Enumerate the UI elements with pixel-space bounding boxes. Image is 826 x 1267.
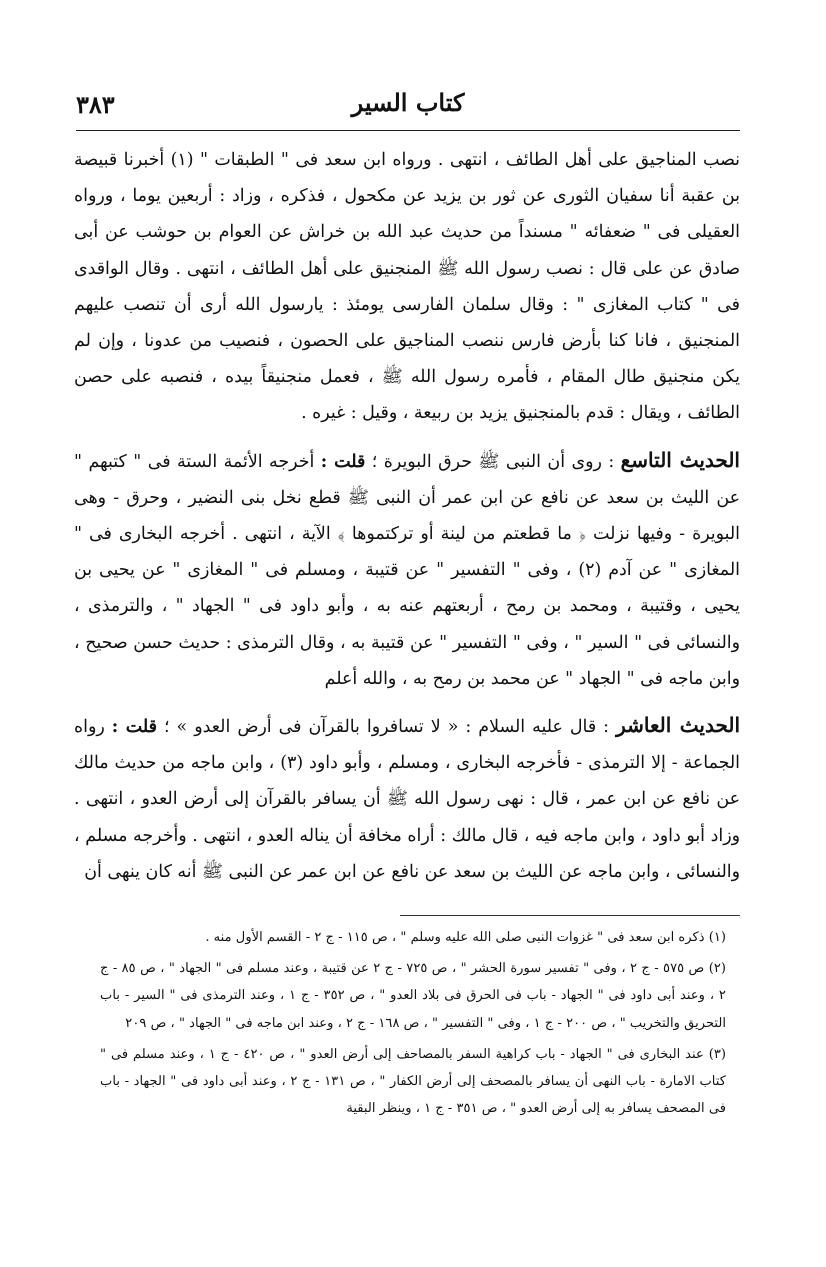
page-number: ٣٨٣ xyxy=(76,90,115,119)
footnote-3: (٣) عند البخارى فى " الجهاد - باب كراهية السفر بالمصاحف إلى أرض العدو " ، ص ٤٢٠ - ج ١ ، وعند مسلم فى " كتاب الامارة - باب النهى أن يسافر بالمصحف إلى أرض الكفار " ، ص ١٣١ - ج ٢ ، وعند أبى داود فى " الجهاد - باب فى المصحف يسافر به إلى أرض العدو " ، ص ٣٥١ - ج ١ ، وينظر البقية xyxy=(100,1046,726,1117)
footnote-1: (١) ذكره ابن سعد فى " غزوات النبى صلى الله عليه وسلم " ، ص ١١٥ - ج ٢ - القسم الأول منه . xyxy=(205,930,726,945)
hadith-9-heading: الحديث التاسع xyxy=(620,447,740,472)
hadith-9-qultu: قلت : xyxy=(320,451,366,472)
running-title: كتاب السير xyxy=(351,88,465,117)
hadith-10 xyxy=(74,707,740,890)
footnotes xyxy=(100,924,726,1122)
header-rule xyxy=(76,130,740,131)
hadith-9-rest: أخرجه الأئمة الستة فى " كتبهم " عن الليث بن سعد عن نافع عن ابن عمر أن النبى ﷺ قطع نخل بنى النضير ، وحرق - وهى البويرة - وفيها نزلت ﴿ ما قطعتم من لينة أو تركتموها ﴾ الآية ، انتهى . أخرجه البخارى فى " المغازى " عن آدم (٢) ، وفى " التفسير " عن قتيبة ، ومسلم فى " المغازى " عن يحيى بن يحيى ، وقتيبة ، ومحمد بن رمح ، أربعتهم عنه به ، وأبو داود فى " الجهاد " ، والترمذى ، والنسائى فى " السير " ، وفى " التفسير " عن قتيبة به ، وقال الترمذى : حديث حسن صحيح ، وابن ماجه فى " الجهاد " عن محمد بن رمح به ، والله أعلم xyxy=(74,451,740,689)
hadith-10-heading: الحديث العاشر xyxy=(616,713,741,738)
hadith-9-text: : روى أن النبى ﷺ حرق البويرة ؛ xyxy=(371,451,615,472)
main-text xyxy=(74,142,740,890)
footnote-2: (٢) ص ٥٧٥ - ج ٢ ، وفى " تفسير سورة الحشر " ، ص ٧٢٥ - ج ٢ عن قتيبة ، وعند مسلم فى " الجهاد " ، ص ٨٥ - ج ٢ ، وعند أبى داود فى " الجهاد - باب فى الحرق فى بلاد العدو " ، ص ٣٥٢ - ج ١ ، وعند الترمذى فى " السير - باب التحريق والتخريب " ، ص ٢٠٠ - ج ١ ، وفى " التفسير " ، ص ١٦٨ - ج ٢ ، وعند ابن ماجه فى " الجهاد " ، ص ٢٠٩ xyxy=(100,961,726,1031)
hadith-10-text: : قال عليه السلام : « لا تسافروا بالقرآن فى أرض العدو » ؛ xyxy=(163,717,610,738)
hadith-9 xyxy=(74,442,740,697)
page-header xyxy=(76,88,740,124)
hadith-10-qultu: قلت : xyxy=(111,717,157,738)
paragraph-1: نصب المناجيق على أهل الطائف ، انتهى . ورواه ابن سعد فى " الطبقات " (١) أخبرنا قبيصة بن عقبة أنا سفيان الثورى عن ثور بن يزيد عن مكحول ، فذكره ، وزاد : أربعين يوما ، ورواه العقيلى فى " ضعفائه " مسنداً من حديث عبد الله بن خراش عن العوام بن حوشب عن أبى صادق عن على قال : نصب رسول الله ﷺ المنجنيق على أهل الطائف ، انتهى . وقال الواقدى فى " كتاب المغازى " : وقال سلمان الفارسى يومئذ : يارسول الله أرى أن تنصب عليهم المنجنيق ، فانا كنا بأرض فارس ننصب المناجيق على الحصون ، فنصيب من عدونا ، وإن لم يكن منجنيق طال المقام ، فأمره رسول الله ﷺ ، فعمل منجنيقاً بيده ، فنصبه على حصن الطائف ، ويقال : قدم بالمنجنيق يزيد بن ربيعة ، وقيل : غيره . xyxy=(74,150,740,424)
footnote-rule xyxy=(400,915,740,916)
hadith-10-rest: رواه الجماعة - إلا الترمذى - فأخرجه البخارى ، ومسلم ، وأبو داود (٣) ، وابن ماجه من حديث مالك عن نافع عن ابن عمر ، قال : نهى رسول الله ﷺ أن يسافر بالقرآن إلى أرض العدو ، انتهى . وزاد أبو داود ، وابن ماجه فيه ، قال مالك : أراه مخافة أن يناله العدو ، انتهى . وأخرجه مسلم ، والنسائى ، وابن ماجه عن الليث بن سعد عن نافع عن ابن عمر عن النبى ﷺ أنه كان ينهى أن xyxy=(74,717,741,882)
